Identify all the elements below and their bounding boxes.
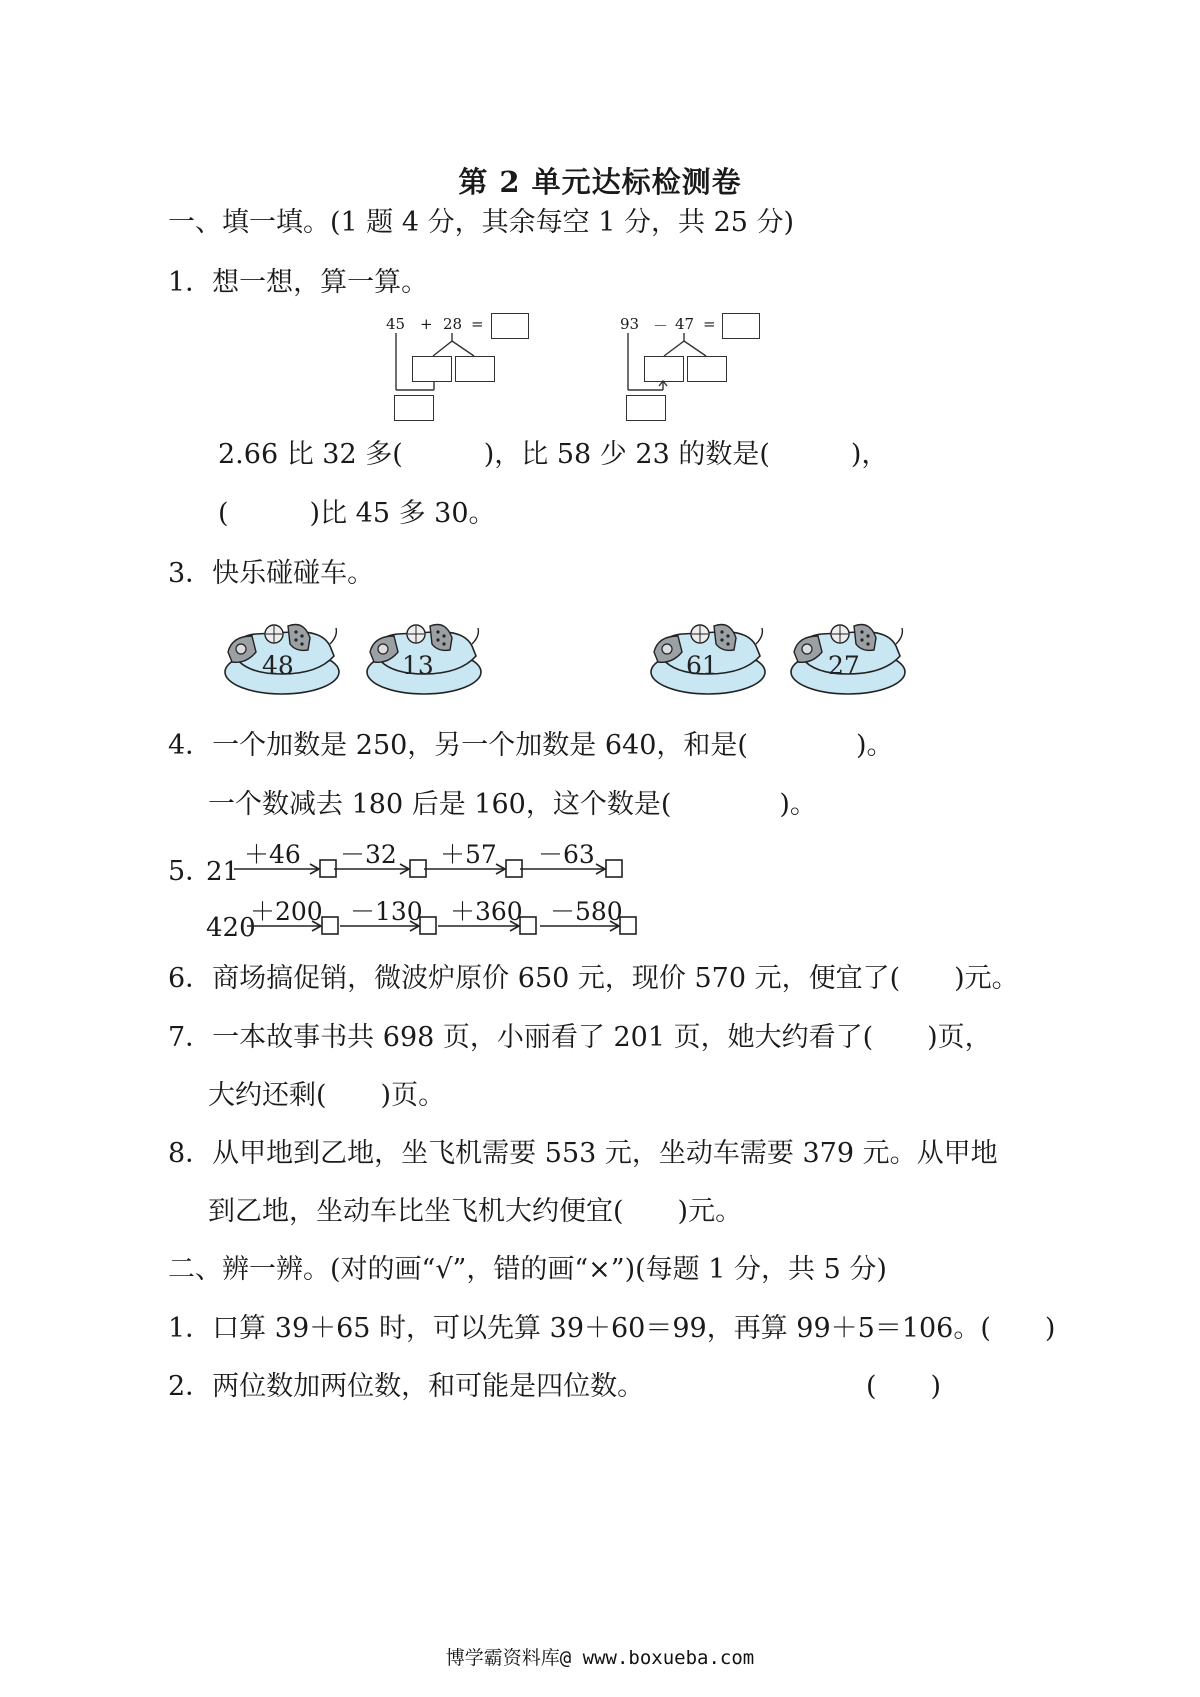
chain1-blank-4 <box>606 860 622 877</box>
chain1-blank-2 <box>410 860 426 877</box>
question-8-line-2: 到乙地，坐动车比坐飞机大约便宜( )元。 <box>208 1196 743 1227</box>
question-7-line-1: 7．一本故事书共 698 页，小丽看了 201 页，她大约看了( )页， <box>168 1022 992 1053</box>
judge-question-1: 1．口算 39＋65 时，可以先算 39＋60＝99，再算 99＋5＝106。( ) <box>168 1313 1056 1344</box>
bumper-car-3-number: 61 <box>686 651 718 680</box>
bumper-car-4-number: 27 <box>828 651 860 680</box>
question-2-line-1: 2.66 比 32 多( )，比 58 少 23 的数是( )， <box>218 439 889 470</box>
question-1-label: 1．想一想，算一算。 <box>168 267 429 298</box>
footer-watermark: 博学霸资料库@ www.boxueba.com <box>445 1647 755 1669</box>
question-8-line-1: 8．从甲地到乙地，坐飞机需要 553 元，坐动车需要 379 元。从甲地 <box>168 1138 998 1169</box>
chain2-start: 420 <box>206 913 256 943</box>
diagram2-b: 47 <box>675 315 695 333</box>
chain1-start: 21 <box>206 857 240 887</box>
chain1-op-2: －32 <box>340 840 397 869</box>
chain1-op-4: －63 <box>538 840 595 869</box>
chain1-blank-3 <box>506 860 522 877</box>
chain2-op-2: －130 <box>350 897 423 926</box>
chain2-op-1: ＋200 <box>250 897 323 926</box>
question-6: 6．商场搞促销，微波炉原价 650 元，现价 570 元，便宜了( )元。 <box>168 963 1019 994</box>
judge-question-2-answer-paren[interactable]: ( ) <box>866 1371 942 1402</box>
chain1-op-3: ＋57 <box>440 840 497 869</box>
page-title: 第 2 单元达标检测卷 <box>458 165 742 199</box>
diagram2-a: 93 <box>620 315 640 333</box>
section-one-heading: 一、填一填。(1 题 4 分，其余每空 1 分，共 25 分) <box>168 207 795 238</box>
chain2-blank-1 <box>322 917 338 934</box>
bumper-car-2-number: 13 <box>402 651 434 680</box>
chain1-op-1: ＋46 <box>244 840 301 869</box>
question-5-label: 5． <box>168 856 213 887</box>
diagram1-eq: = <box>471 315 484 333</box>
section-two-heading: 二、辨一辨。(对的画“√”，错的画“×”)(每题 1 分，共 5 分) <box>168 1254 887 1285</box>
question-7-line-2: 大约还剩( )页。 <box>208 1080 446 1111</box>
question-4-line-1: 4．一个加数是 250，另一个加数是 640，和是( )。 <box>168 730 894 761</box>
chain2-op-3: ＋360 <box>450 897 523 926</box>
question-3-label: 3．快乐碰碰车。 <box>168 558 375 589</box>
bumper-car-1-number: 48 <box>262 651 294 680</box>
chain2-op-4: －580 <box>550 897 623 926</box>
chain1-blank-1 <box>320 860 336 877</box>
diagram1-op: + <box>420 315 433 333</box>
diagram1-a: 45 <box>386 315 406 333</box>
question-4-line-2: 一个数减去 180 后是 160，这个数是( )。 <box>208 789 817 820</box>
judge-question-2: 2．两位数加两位数，和可能是四位数。 <box>168 1371 645 1402</box>
question-2-line-2: ( )比 45 多 30。 <box>218 498 496 529</box>
diagram2-op: － <box>653 317 669 335</box>
diagram2-eq: = <box>703 315 716 333</box>
diagram1-b: 28 <box>443 315 463 333</box>
